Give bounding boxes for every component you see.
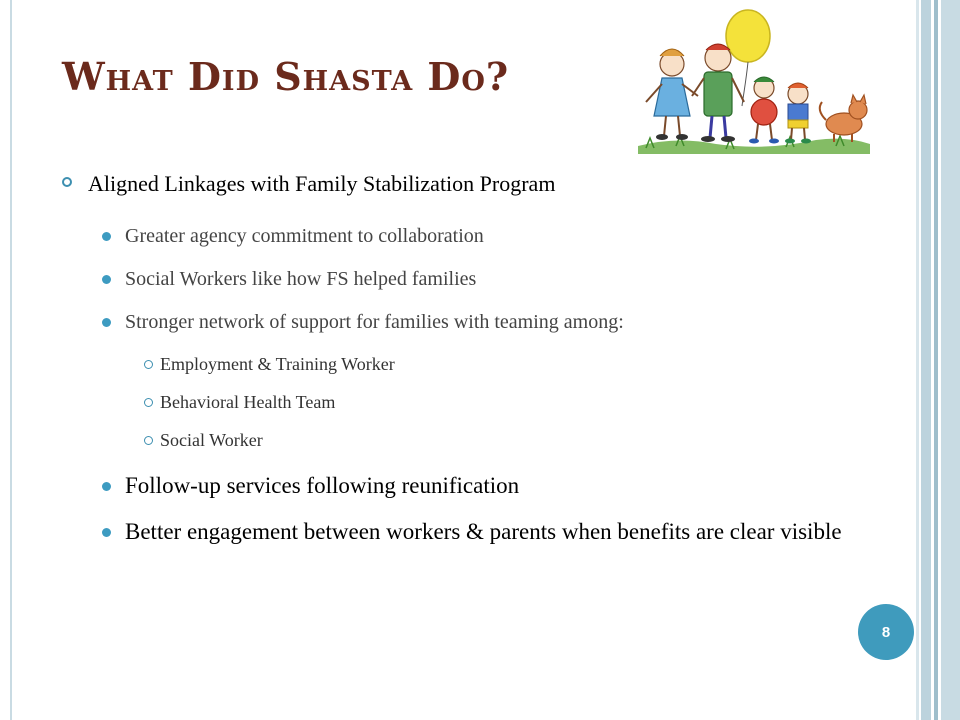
bullet-text: Follow-up services following reunification (125, 473, 520, 498)
ring-bullet-icon (144, 436, 153, 445)
bullet-text: Greater agency commitment to collaboration (125, 225, 484, 247)
bullet-text: Better engagement between workers & parents when benefits are clear visible (125, 519, 842, 544)
ring-bullet-icon (62, 177, 72, 187)
bullet-text: Aligned Linkages with Family Stabilization Program (88, 171, 556, 196)
dot-bullet-icon (102, 482, 111, 491)
bullet-list (60, 168, 890, 558)
bullet-level2-emphasis (60, 516, 890, 548)
right-decorative-stripes (916, 0, 960, 720)
bullet-text: Behavioral Health Team (160, 392, 336, 412)
dot-bullet-icon (102, 275, 111, 284)
bullet-level2 (60, 265, 890, 293)
bullet-level1 (60, 168, 890, 200)
bullet-text: Employment & Training Worker (160, 354, 395, 374)
page-number-badge: 8 (858, 604, 914, 660)
dot-bullet-icon (102, 318, 111, 327)
bullet-text: Stronger network of support for families with teaming among: (125, 311, 624, 333)
family-drawing-illustration (636, 6, 872, 156)
bullet-level3 (60, 390, 890, 414)
slide-title: What Did Shasta Do? (62, 54, 510, 99)
ring-bullet-icon (144, 360, 153, 369)
bullet-text: Social Workers like how FS helped families (125, 268, 477, 290)
bullet-level2 (60, 308, 890, 336)
bullet-level3 (60, 352, 890, 376)
bullet-level2 (60, 222, 890, 250)
dot-bullet-icon (102, 528, 111, 537)
ring-bullet-icon (144, 398, 153, 407)
bullet-level3 (60, 428, 890, 452)
left-border-line (10, 0, 12, 720)
bullet-level2-emphasis (60, 470, 890, 502)
bullet-text: Social Worker (160, 430, 263, 450)
dot-bullet-icon (102, 232, 111, 241)
